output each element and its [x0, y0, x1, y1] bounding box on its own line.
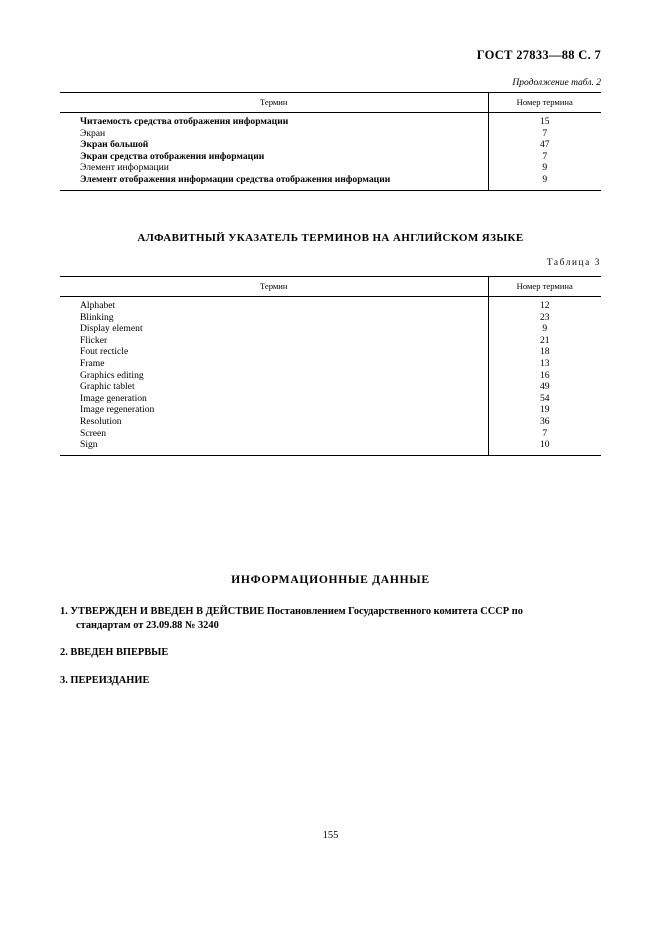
term-number: 23 — [488, 312, 601, 324]
term-label: Image generation — [80, 392, 147, 404]
table-row — [60, 358, 601, 370]
table-header-row — [60, 93, 601, 113]
english-terms-table — [60, 276, 601, 456]
english-index-title: АЛФАВИТНЫЙ УКАЗАТЕЛЬ ТЕРМИНОВ НА АНГЛИЙСКОМ ЯЗЫКЕ — [137, 232, 524, 244]
term-label: Screen — [80, 427, 107, 439]
term-number: 7 — [488, 428, 601, 440]
table-row — [60, 381, 601, 393]
item-index: 1. — [60, 606, 68, 617]
table-row — [60, 139, 601, 151]
term-number: 9 — [488, 323, 601, 335]
table-row — [60, 404, 601, 416]
term-label: Graphics editing — [80, 369, 144, 381]
term-number: 49 — [488, 381, 601, 393]
table-row — [60, 162, 601, 174]
item-text: ВВЕДЕН ВПЕРВЫЕ — [70, 647, 169, 658]
term-label: Image regeneration — [80, 404, 155, 416]
term-number: 9 — [488, 174, 601, 186]
table-row — [60, 128, 601, 140]
table-row — [60, 174, 601, 186]
term-label: Экран большой — [80, 139, 149, 151]
term-number: 47 — [488, 139, 601, 151]
term-label: Resolution — [80, 415, 122, 427]
table-row — [60, 300, 601, 312]
term-number: 54 — [488, 393, 601, 405]
table-row — [60, 346, 601, 358]
table-row — [60, 439, 601, 451]
term-label: Flicker — [80, 334, 108, 346]
item-text-continued: стандартам от 23.09.88 № 3240 — [76, 619, 219, 631]
term-number: 12 — [488, 300, 601, 312]
continuation-note: Продолжение табл. 2 — [512, 78, 601, 88]
term-label: Frame — [80, 357, 105, 369]
list-item — [60, 605, 601, 632]
term-number: 9 — [488, 162, 601, 174]
table-row — [60, 323, 601, 335]
table-row — [60, 312, 601, 324]
term-label: Graphic tablet — [80, 381, 135, 393]
table-row — [60, 393, 601, 405]
table-row — [60, 335, 601, 347]
term-label: Экран — [80, 127, 106, 139]
list-item — [60, 646, 601, 660]
term-number: 36 — [488, 416, 601, 428]
item-text: ПЕРЕИЗДАНИЕ — [70, 674, 150, 686]
page-number: 155 — [322, 830, 339, 841]
term-number: 7 — [488, 128, 601, 140]
list-item — [60, 674, 601, 688]
column-header-term: Термин — [259, 97, 288, 107]
column-header-term: Термин — [259, 281, 288, 291]
russian-terms-table — [60, 92, 601, 191]
term-number: 13 — [488, 358, 601, 370]
information-data-title: ИНФОРМАЦИОННЫЕ ДАННЫЕ — [231, 573, 430, 586]
term-number: 7 — [488, 151, 601, 163]
column-header-number: Номер термина — [488, 277, 601, 297]
table-row — [60, 428, 601, 440]
table-row — [60, 151, 601, 163]
information-data-list — [60, 605, 601, 701]
column-header-number: Номер термина — [488, 93, 601, 113]
term-label: Экран средства отображения информации — [80, 150, 265, 162]
term-label: Элемент информации — [80, 162, 169, 174]
term-label: Blinking — [80, 311, 114, 323]
term-label: Fout recticle — [80, 346, 129, 358]
term-number: 15 — [488, 116, 601, 128]
table-row — [60, 416, 601, 428]
term-number: 18 — [488, 346, 601, 358]
page-header-reference: ГОСТ 27833—88 С. 7 — [476, 48, 601, 62]
term-number: 19 — [488, 404, 601, 416]
term-number: 10 — [488, 439, 601, 451]
term-label: Alphabet — [80, 300, 116, 311]
table-caption: Таблица 3 — [546, 258, 601, 268]
term-label: Display element — [80, 323, 143, 335]
item-text: УТВЕРЖДЕН И ВВЕДЕН В ДЕЙСТВИЕ Постановлением Государственного комитета СССР по — [70, 606, 523, 617]
item-index: 2. — [60, 647, 68, 658]
term-number: 21 — [488, 335, 601, 347]
table-row — [60, 370, 601, 382]
term-number: 16 — [488, 370, 601, 382]
term-label: Элемент отображения информации средства отображения информации — [80, 173, 391, 185]
table-row — [60, 116, 601, 128]
item-index: 3. — [60, 674, 68, 686]
term-label: Sign — [80, 439, 98, 451]
term-label: Читаемость средства отображения информации — [80, 116, 289, 127]
table-header-row — [60, 277, 601, 297]
